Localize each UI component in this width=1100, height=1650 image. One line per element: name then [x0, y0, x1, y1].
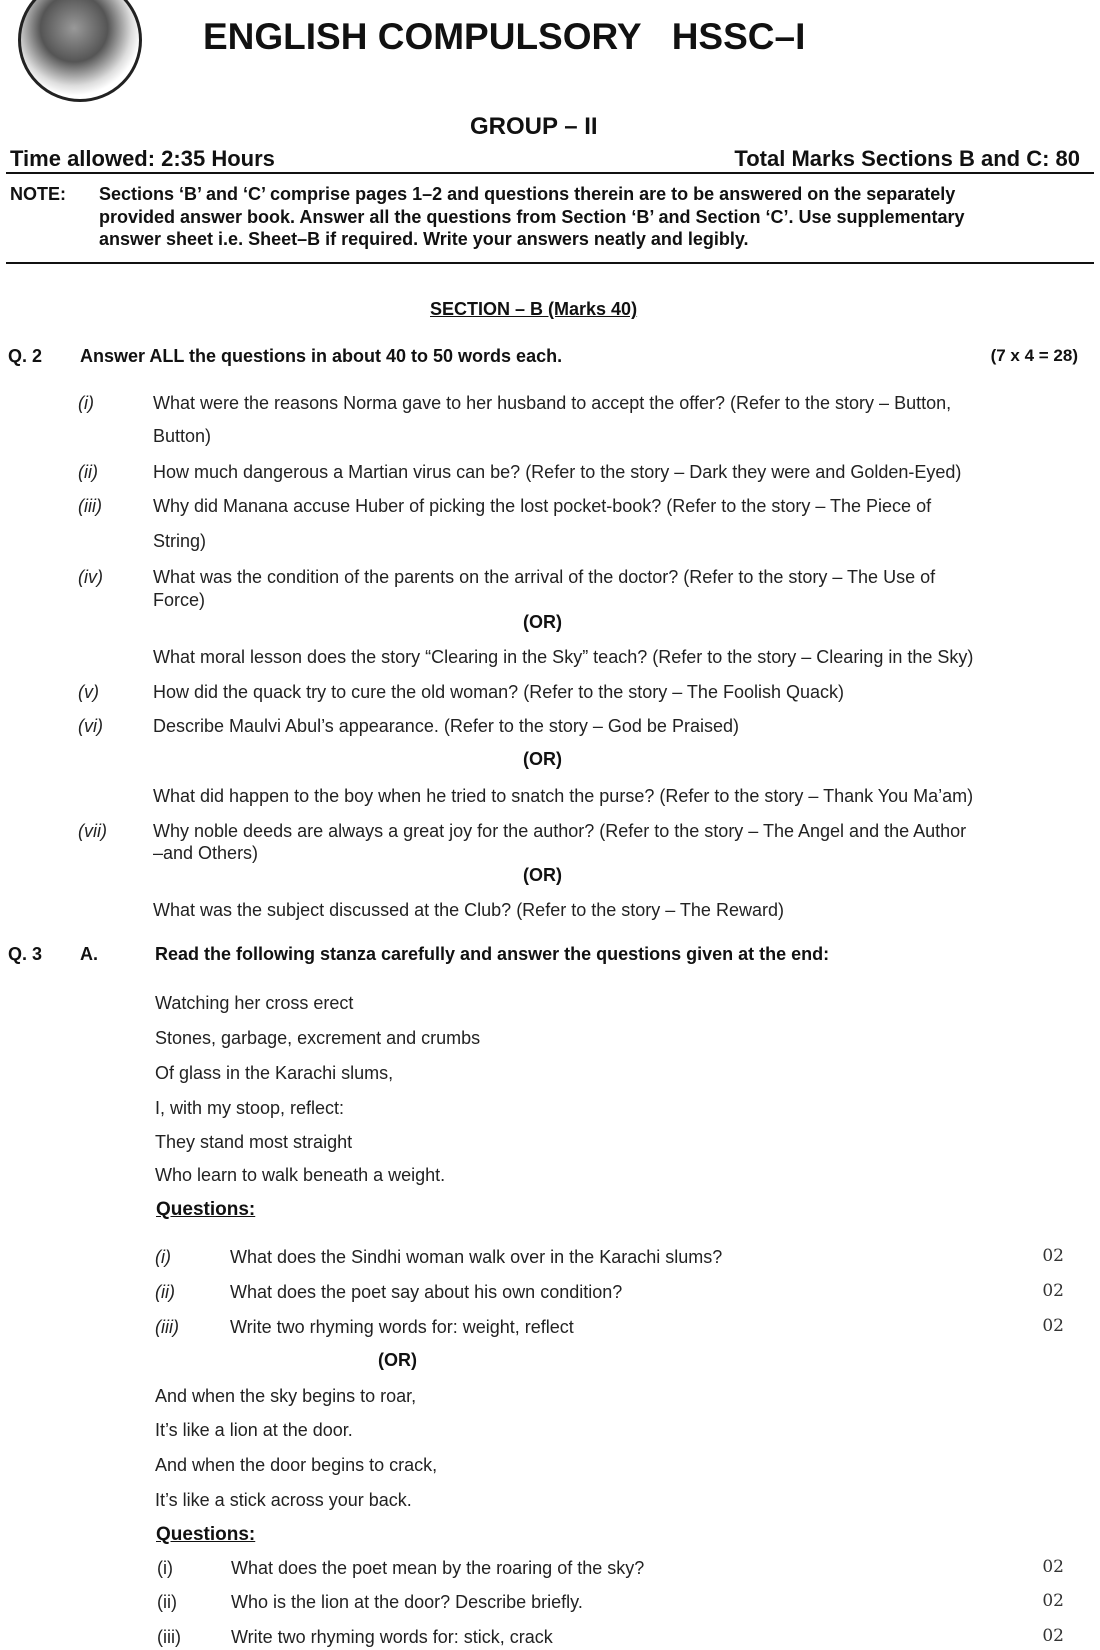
question-number: Q. 3 [8, 944, 43, 964]
item-text: Force) [153, 590, 206, 610]
item-text: What was the subject discussed at the Club? (Refer to the story – The Reward) [153, 900, 784, 920]
item-text: Write two rhyming words for: weight, reflect [230, 1317, 574, 1337]
or-label: (OR) [378, 1350, 417, 1370]
item-label: (iii) [157, 1627, 181, 1647]
item-label: (vii) [78, 821, 107, 841]
total-marks: Total Marks Sections B and C: 80 [734, 146, 1080, 171]
item-text: String) [153, 531, 207, 551]
or-label: (OR) [523, 749, 562, 769]
item-text: Describe Maulvi Abul’s appearance. (Refer to the story – God be Praised) [153, 716, 739, 736]
item-text: What moral lesson does the story “Clearing in the Sky” teach? (Refer to the story – Clearing in the Sky) [153, 647, 974, 667]
item-text: What did happen to the boy when he tried to snatch the purse? (Refer to the story – Thank You Ma’am) [153, 786, 974, 806]
item-text: –and Others) [153, 843, 259, 863]
stanza-line: Of glass in the Karachi slums, [155, 1063, 394, 1083]
question-instruction: Read the following stanza carefully and answer the questions given at the end: [155, 944, 830, 964]
item-label: (i) [78, 393, 94, 413]
group-label: GROUP – II [470, 113, 598, 140]
question-number: Q. 2 [8, 346, 43, 366]
item-label: (vi) [78, 716, 103, 736]
or-label: (OR) [523, 865, 562, 885]
stanza-line: And when the door begins to crack, [155, 1455, 438, 1475]
questions-heading: Questions: [156, 1199, 256, 1220]
item-text: Who is the lion at the door? Describe briefly. [231, 1592, 583, 1612]
item-text: What does the Sindhi woman walk over in the Karachi slums? [230, 1247, 723, 1267]
question-instruction: Answer ALL the questions in about 40 to 50 words each. [80, 346, 563, 366]
item-marks: 02 [1042, 1557, 1064, 1577]
stanza-line: And when the sky begins to roar, [155, 1386, 417, 1406]
item-text: Why noble deeds are always a great joy for the author? (Refer to the story – The Angel and the Author [153, 821, 967, 841]
stanza-line: Stones, garbage, excrement and crumbs [155, 1028, 481, 1048]
item-text: What were the reasons Norma gave to her husband to accept the offer? (Refer to the story – Button, [153, 393, 952, 413]
time-allowed: Time allowed: 2:35 Hours [10, 146, 275, 171]
item-marks: 02 [1042, 1281, 1064, 1301]
item-text: How much dangerous a Martian virus can be? (Refer to the story – Dark they were and Golden-Eyed) [153, 462, 962, 482]
item-label: (ii) [78, 462, 98, 482]
item-marks: 02 [1042, 1626, 1064, 1646]
note-label: NOTE: [10, 184, 66, 204]
item-label: (v) [78, 682, 99, 702]
item-marks: 02 [1042, 1246, 1064, 1266]
item-text: Write two rhyming words for: stick, crack [231, 1627, 553, 1647]
stanza-line: They stand most straight [155, 1132, 353, 1152]
paper-title: ENGLISH COMPULSORY HSSC–I [203, 16, 806, 57]
stanza-line: Who learn to walk beneath a weight. [155, 1165, 446, 1185]
questions-heading: Questions: [156, 1524, 256, 1545]
item-label: (iii) [78, 496, 102, 516]
note-line: provided answer book. Answer all the questions from Section ‘B’ and Section ‘C’. Use supplementary [99, 207, 965, 227]
item-label: (iv) [78, 567, 103, 587]
stanza-line: Watching her cross erect [155, 993, 354, 1013]
or-label: (OR) [523, 612, 562, 632]
item-text: Why did Manana accuse Huber of picking the lost pocket-book? (Refer to the story – The Piece of [153, 496, 932, 516]
item-text: How did the quack try to cure the old woman? (Refer to the story – The Foolish Quack) [153, 682, 844, 702]
question-marks: (7 x 4 = 28) [990, 346, 1078, 365]
stanza-line: I, with my stoop, reflect: [155, 1098, 345, 1118]
item-text: Button) [153, 426, 212, 446]
stanza-line: It’s like a stick across your back. [155, 1490, 412, 1510]
stanza-line: It’s like a lion at the door. [155, 1420, 353, 1440]
item-text: What was the condition of the parents on the arrival of the doctor? (Refer to the story – The Use of [153, 567, 936, 587]
note-line: Sections ‘B’ and ‘C’ comprise pages 1–2 and questions therein are to be answered on the separately [99, 184, 956, 204]
item-label: (i) [155, 1247, 171, 1267]
item-label: (iii) [155, 1317, 179, 1337]
divider [6, 262, 1094, 264]
item-label: (i) [157, 1558, 173, 1578]
item-text: What does the poet mean by the roaring of the sky? [231, 1558, 645, 1578]
board-logo [18, 0, 142, 102]
question-part: A. [80, 944, 98, 964]
item-marks: 02 [1042, 1316, 1064, 1336]
item-label: (ii) [155, 1282, 175, 1302]
item-label: (ii) [157, 1592, 177, 1612]
item-text: What does the poet say about his own condition? [230, 1282, 623, 1302]
item-marks: 02 [1042, 1591, 1064, 1611]
note-line: answer sheet i.e. Sheet–B if required. Write your answers neatly and legibly. [99, 229, 749, 249]
divider [6, 172, 1094, 174]
section-heading: SECTION – B (Marks 40) [430, 299, 638, 319]
